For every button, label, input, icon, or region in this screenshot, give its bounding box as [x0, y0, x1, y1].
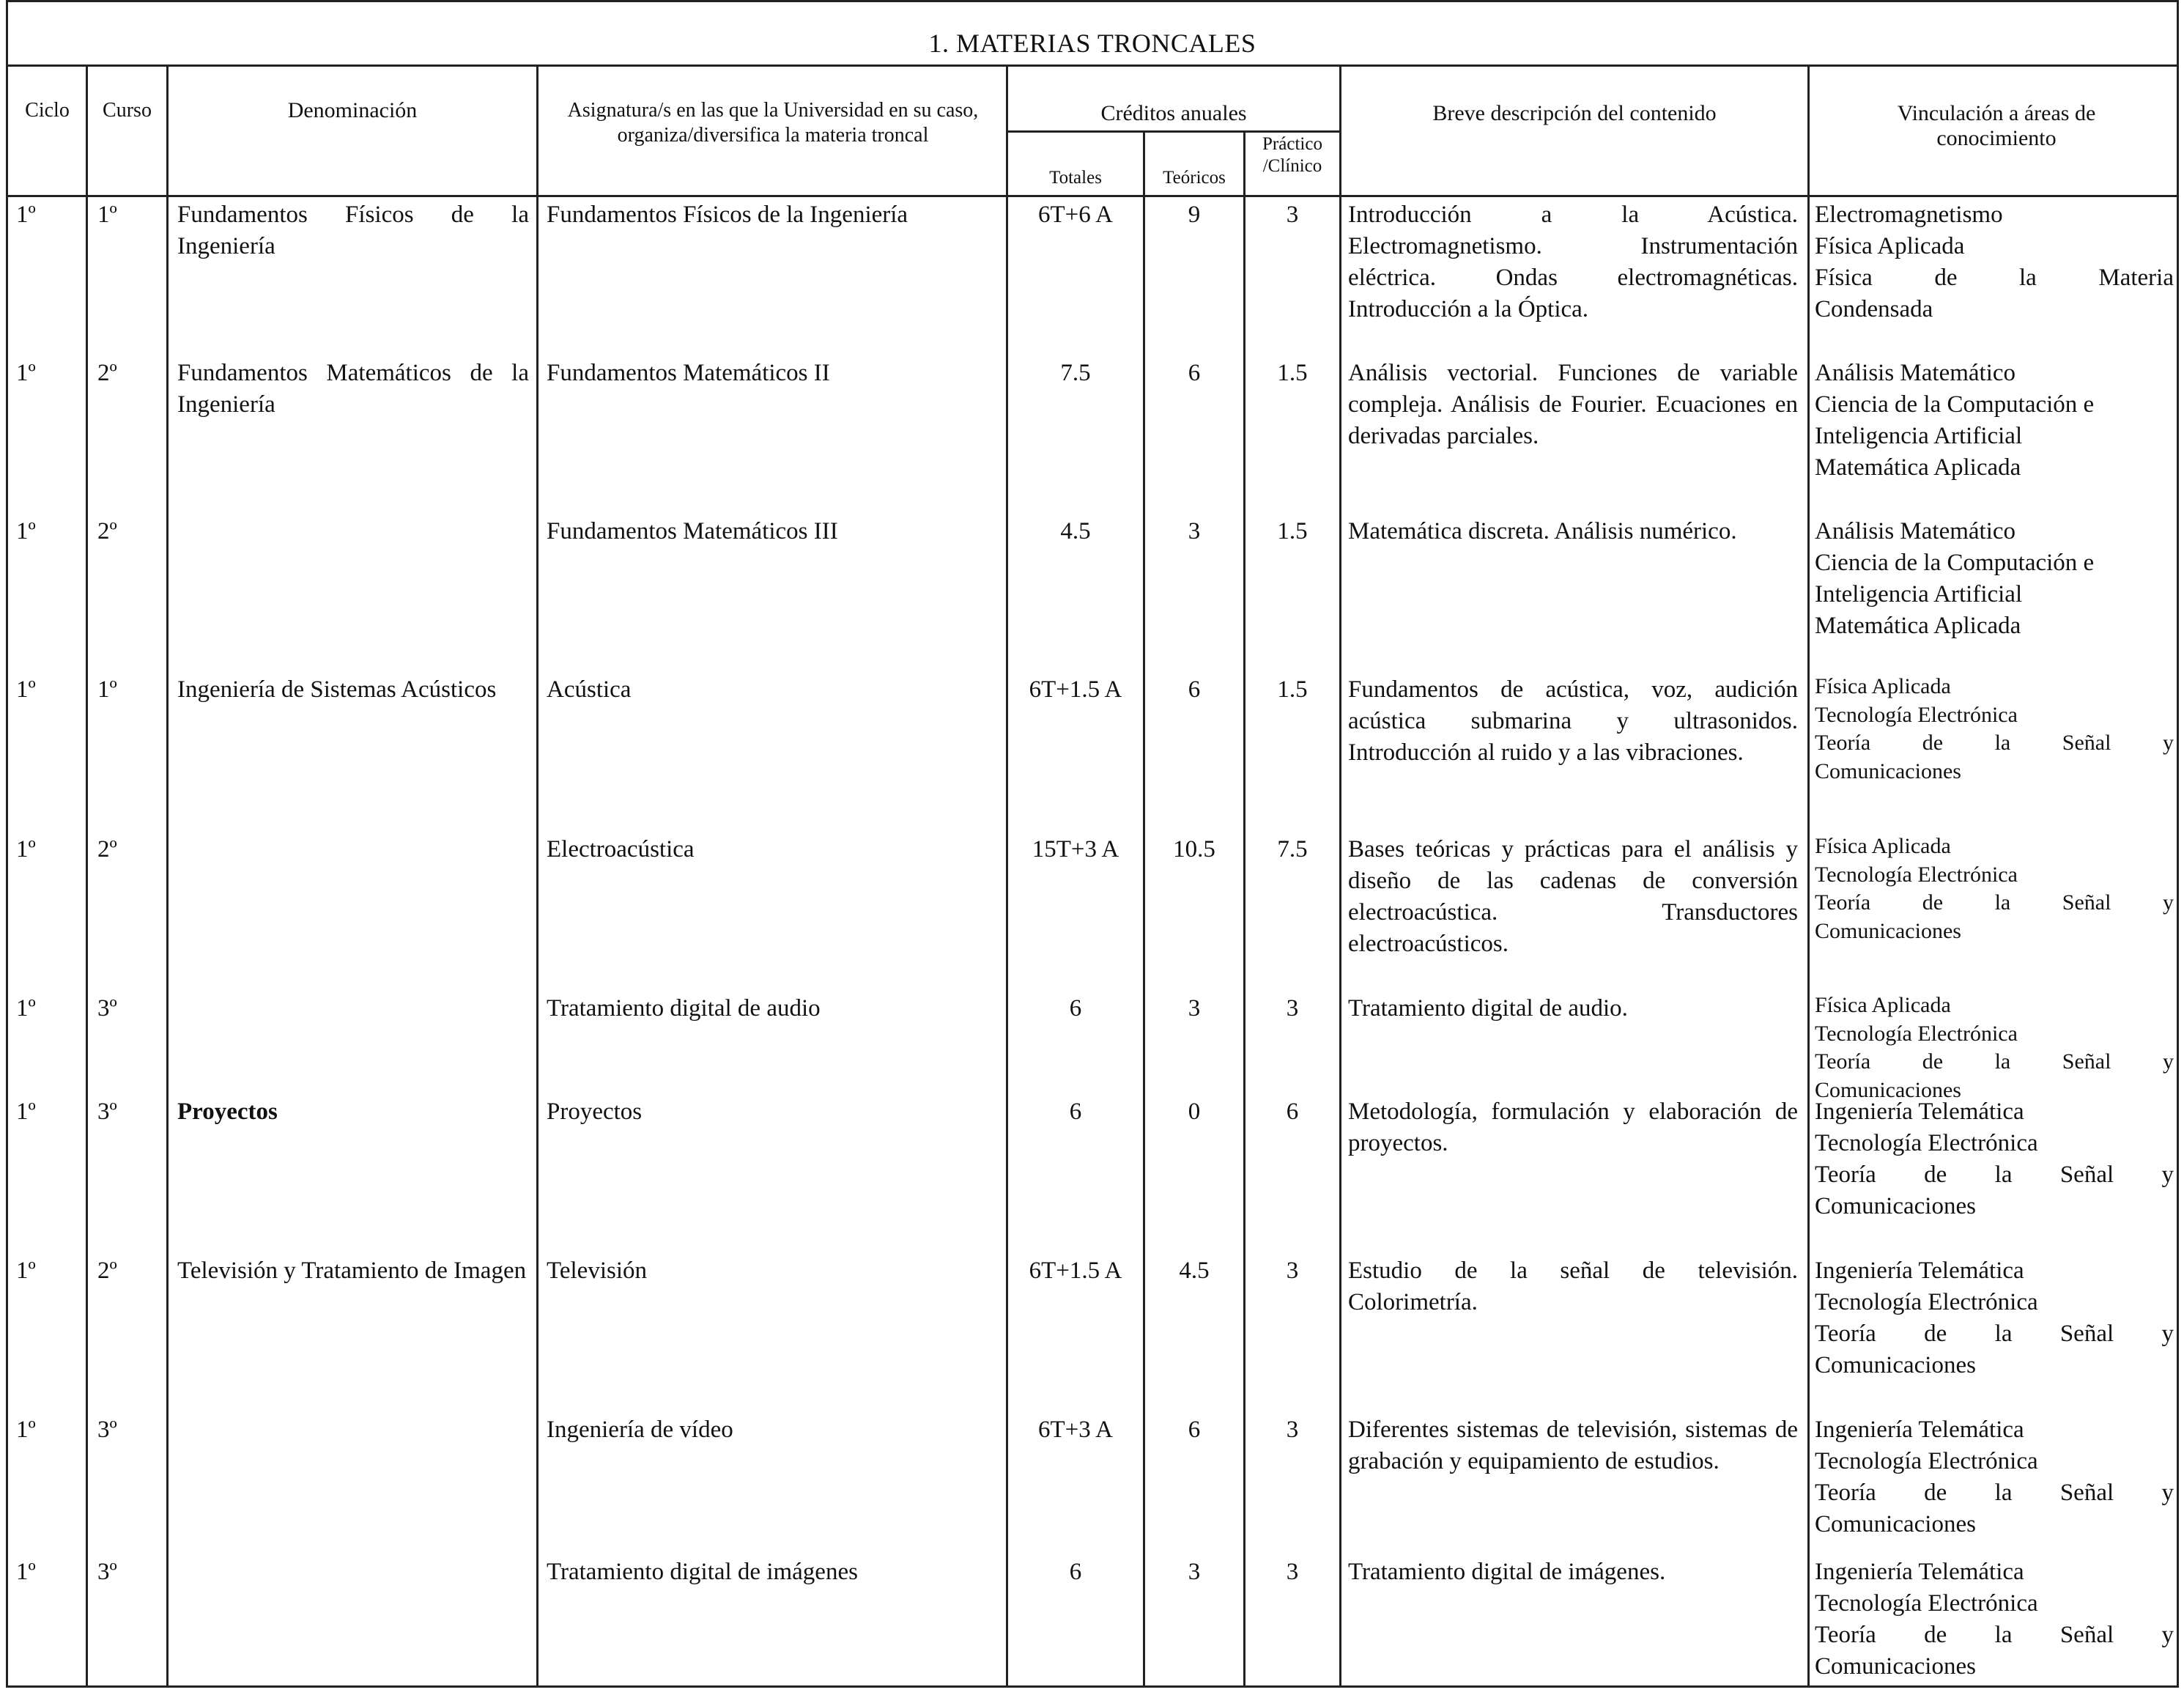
row-teoricos: 4.5: [1179, 1258, 1210, 1284]
col-rule: [1807, 64, 1810, 1688]
row-curso: 3º: [97, 1559, 117, 1585]
area-line: Teoría de la Señal y: [1815, 1622, 2174, 1648]
area-line: Teoría de la Señal y: [1815, 1049, 2174, 1074]
area-line: Ingeniería Telemática: [1815, 1098, 2024, 1125]
row-areas: [1815, 199, 2174, 325]
row-asignatura: Acústica: [547, 676, 632, 703]
row-totales: 6: [1069, 995, 1082, 1022]
row-teoricos: 3: [1188, 1559, 1201, 1585]
row-teoricos: 6: [1188, 1417, 1201, 1443]
area-line: Tecnología Electrónica: [1815, 1448, 2038, 1474]
title-rule: [6, 64, 2179, 67]
area-line: Teoría de la Señal y: [1815, 1480, 2174, 1506]
row-areas: [1815, 991, 2174, 1104]
row-asignatura: Proyectos: [547, 1098, 643, 1125]
row-curso: 2º: [97, 518, 117, 544]
row-descripcion: Bases teóricas y prácticas para el análisis y diseño de las cadenas de conversión electroacústica. Transductores electroacústicos.: [1348, 836, 1798, 957]
row-asignatura: Tratamiento digital de imágenes: [547, 1559, 858, 1585]
col-rule: [1339, 64, 1341, 1688]
header-creditos: Créditos anuales: [1100, 101, 1247, 125]
row-curso: 3º: [97, 1098, 117, 1125]
header-practico: Práctico /Clínico: [1262, 134, 1322, 176]
row-descripcion: Estudio de la señal de televisión. Colorimetría.: [1348, 1258, 1798, 1315]
row-areas: [1815, 673, 2174, 786]
col-rule: [166, 64, 169, 1688]
row-denominacion: Ingeniería de Sistemas Acústicos: [177, 676, 497, 703]
area-line: Teoría de la Señal y: [1815, 890, 2174, 915]
header-denominacion: Denominación: [287, 98, 418, 122]
row-totales: 15T+3 A: [1032, 836, 1119, 863]
row-ciclo: 1º: [16, 1098, 36, 1125]
row-practicos: 3: [1286, 1559, 1299, 1585]
area-line: Física Aplicada: [1815, 834, 1951, 858]
area-line: Tecnología Electrónica: [1815, 1130, 2038, 1156]
row-asignatura: Fundamentos Físicos de la Ingeniería: [547, 202, 908, 228]
row-ciclo: 1º: [16, 1258, 36, 1284]
row-teoricos: 10.5: [1173, 836, 1215, 863]
area-line: Física Aplicada: [1815, 233, 1965, 259]
row-totales: 6: [1069, 1559, 1082, 1585]
row-curso: 2º: [97, 836, 117, 863]
creditos-subrule: [1006, 130, 1339, 133]
row-teoricos: 3: [1188, 995, 1201, 1022]
area-line: Ciencia de la Computación e: [1815, 550, 2095, 576]
header-teoricos: Teóricos: [1163, 168, 1226, 188]
row-teoricos: 3: [1188, 518, 1201, 544]
row-practicos: 1.5: [1277, 518, 1308, 544]
row-totales: 6T+1.5 A: [1029, 1258, 1122, 1284]
area-line: Teoría de la Señal y: [1815, 731, 2174, 755]
area-line: Inteligencia Artificial: [1815, 581, 2023, 608]
row-descripcion: Diferentes sistemas de televisión, sistemas de grabación y equipamiento de estudios.: [1348, 1417, 1798, 1474]
row-asignatura: Electroacústica: [547, 836, 695, 863]
row-areas: [1815, 1556, 2174, 1683]
row-descripcion: Metodología, formulación y elaboración de proyectos.: [1348, 1098, 1798, 1156]
row-areas: [1815, 1414, 2174, 1540]
row-totales: 7.5: [1060, 360, 1091, 386]
area-line: Comunicaciones: [1815, 1077, 1961, 1102]
row-totales: 6: [1069, 1098, 1082, 1125]
area-line: Comunicaciones: [1815, 918, 1961, 943]
area-line: Tecnología Electrónica: [1815, 1289, 2038, 1315]
row-practicos: 7.5: [1277, 836, 1308, 863]
area-line: Ingeniería Telemática: [1815, 1417, 2024, 1443]
row-totales: 6T+1.5 A: [1029, 676, 1122, 703]
row-asignatura: Televisión: [547, 1258, 647, 1284]
row-descripcion: Fundamentos de acústica, voz, audición acústica submarina y ultrasonidos. Introducción al ruido y a las vibraciones.: [1348, 676, 1798, 766]
row-ciclo: 1º: [16, 836, 36, 863]
row-totales: 6T+3 A: [1037, 1417, 1114, 1443]
header-ciclo: Ciclo: [25, 99, 70, 122]
area-line: Tecnología Electrónica: [1815, 862, 2018, 887]
header-bottom-rule: [6, 195, 2179, 197]
row-ciclo: 1º: [16, 1417, 36, 1443]
row-practicos: 1.5: [1277, 360, 1308, 386]
area-line: Teoría de la Señal y: [1815, 1321, 2174, 1347]
row-descripcion: Introducción a la Acústica. Electromagnetismo. Instrumentación eléctrica. Ondas electromagnéticas. Introducción a la Óptica.: [1348, 202, 1798, 322]
row-ciclo: 1º: [16, 202, 36, 228]
row-descripcion: Tratamiento digital de imágenes.: [1348, 1559, 1666, 1585]
row-curso: 2º: [97, 360, 117, 386]
area-line: Comunicaciones: [1815, 1511, 1976, 1537]
row-denominacion: Proyectos: [177, 1098, 278, 1125]
col-rule: [86, 64, 88, 1688]
area-line: Análisis Matemático: [1815, 360, 2016, 386]
row-teoricos: 9: [1188, 202, 1201, 228]
row-descripcion: Matemática discreta. Análisis numérico.: [1348, 518, 1737, 544]
area-line: Tecnología Electrónica: [1815, 702, 2018, 727]
area-line: Condensada: [1815, 296, 1933, 322]
row-areas: [1815, 1255, 2174, 1381]
row-asignatura: Tratamiento digital de audio: [547, 995, 821, 1022]
row-asignatura: Fundamentos Matemáticos II: [547, 360, 830, 386]
row-ciclo: 1º: [16, 995, 36, 1022]
area-line: Física Aplicada: [1815, 674, 1951, 698]
row-practicos: 3: [1286, 202, 1299, 228]
row-totales: 6T+6 A: [1037, 202, 1114, 228]
table-bottom-rule: [6, 1685, 2179, 1688]
header-totales: Totales: [1049, 168, 1102, 188]
area-line: Comunicaciones: [1815, 1352, 1976, 1378]
area-line: Tecnología Electrónica: [1815, 1590, 2038, 1617]
row-asignatura: Ingeniería de vídeo: [547, 1417, 733, 1443]
row-ciclo: 1º: [16, 1559, 36, 1585]
row-practicos: 6: [1286, 1098, 1299, 1125]
area-line: Análisis Matemático: [1815, 518, 2016, 544]
header-curso: Curso: [103, 99, 152, 122]
area-line: Matemática Aplicada: [1815, 454, 2021, 481]
row-practicos: 1.5: [1277, 676, 1308, 703]
row-totales: 4.5: [1060, 518, 1091, 544]
area-line: Física de la Materia: [1815, 265, 2174, 291]
row-curso: 1º: [97, 202, 117, 228]
row-practicos: 3: [1286, 995, 1299, 1022]
area-line: Ciencia de la Computación e: [1815, 391, 2095, 418]
row-teoricos: 6: [1188, 676, 1201, 703]
row-curso: 2º: [97, 1258, 117, 1284]
row-areas: [1815, 516, 2174, 642]
area-line: Teoría de la Señal y: [1815, 1162, 2174, 1188]
area-line: Comunicaciones: [1815, 1653, 1976, 1680]
header-asignaturas: Asignatura/s en las que la Universidad en su caso, organiza/diversifica la materia troncal: [567, 99, 979, 147]
area-line: Ingeniería Telemática: [1815, 1559, 2024, 1585]
row-teoricos: 0: [1188, 1098, 1201, 1125]
area-line: Comunicaciones: [1815, 758, 1961, 783]
row-practicos: 3: [1286, 1258, 1299, 1284]
row-areas: [1815, 832, 2174, 945]
header-vinculacion: Vinculación a áreas de conocimiento: [1897, 101, 2096, 150]
row-asignatura: Fundamentos Matemáticos III: [547, 518, 838, 544]
area-line: Física Aplicada: [1815, 993, 1951, 1017]
row-ciclo: 1º: [16, 676, 36, 703]
section-title: 1. MATERIAS TRONCALES: [928, 29, 1256, 58]
row-curso: 1º: [97, 676, 117, 703]
header-descripcion: Breve descripción del contenido: [1432, 101, 1717, 125]
row-descripcion: Análisis vectorial. Funciones de variable compleja. Análisis de Fourier. Ecuaciones en derivadas parciales.: [1348, 360, 1798, 449]
row-areas: [1815, 1096, 2174, 1222]
col-rule: [536, 64, 538, 1688]
area-line: Comunicaciones: [1815, 1193, 1976, 1219]
area-line: Electromagnetismo: [1815, 202, 2003, 228]
area-line: Ingeniería Telemática: [1815, 1258, 2024, 1284]
row-curso: 3º: [97, 1417, 117, 1443]
row-ciclo: 1º: [16, 360, 36, 386]
row-curso: 3º: [97, 995, 117, 1022]
row-practicos: 3: [1286, 1417, 1299, 1443]
area-line: Inteligencia Artificial: [1815, 423, 2023, 449]
row-ciclo: 1º: [16, 518, 36, 544]
row-areas: [1815, 358, 2174, 484]
area-line: Tecnología Electrónica: [1815, 1021, 2018, 1046]
row-descripcion: Tratamiento digital de audio.: [1348, 995, 1628, 1022]
row-teoricos: 6: [1188, 360, 1201, 386]
row-denominacion: Fundamentos Matemáticos de la Ingeniería: [177, 360, 529, 418]
area-line: Matemática Aplicada: [1815, 613, 2021, 639]
row-denominacion: Televisión y Tratamiento de Imagen: [177, 1258, 527, 1284]
row-denominacion: Fundamentos Físicos de la Ingeniería: [177, 202, 529, 259]
